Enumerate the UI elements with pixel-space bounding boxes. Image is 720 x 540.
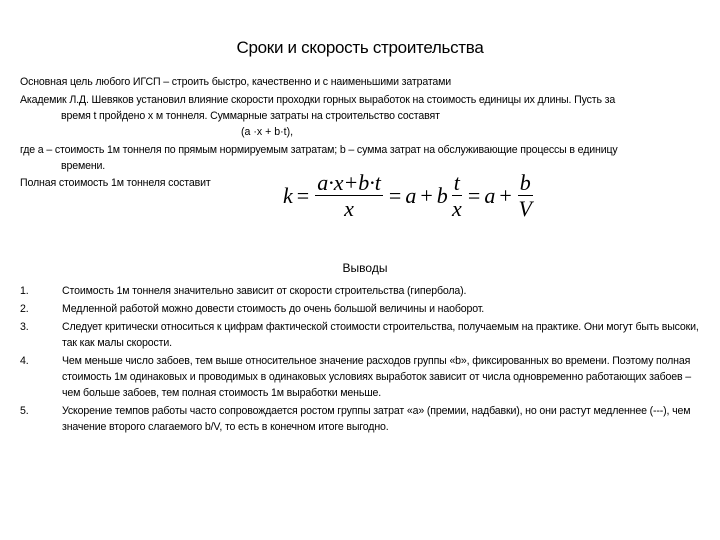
list-item	[20, 319, 700, 351]
list-item-number: 2.	[20, 303, 29, 315]
list-item-text: Медленной работой можно довести стоимость до очень большой величины и наоборот.	[62, 303, 485, 315]
paragraph-goal: Основная цель любого ИГСП – строить быстро, качественно и с наименьшими затратами	[20, 76, 452, 88]
list-item-number: 1.	[20, 285, 29, 297]
fraction-numerator: a·x+b·t	[317, 170, 381, 195]
fraction-denominator: V	[518, 196, 532, 221]
paragraph-shevyakov-cont: время t пройдено x м тоннеля. Суммарные затраты на строительство составят	[61, 110, 440, 122]
formula-fraction-2	[452, 170, 462, 221]
paragraph-definitions: где a – стоимость 1м тоннеля по прямым нормируемым затратам; b – сумма затрат на обслуживающие процессы в единицу	[20, 144, 618, 156]
formula-equals: =	[296, 182, 310, 208]
list-item	[20, 353, 700, 401]
paragraph-shevyakov: Академик Л.Д. Шевяков установил влияние скорости проходки горных выработок на стоимость единицы их длины. Пусть за	[20, 94, 616, 106]
formula-equals: =	[467, 182, 481, 208]
list-item-number: 3.	[20, 321, 29, 333]
formula-b: b	[436, 182, 448, 208]
cost-formula	[283, 170, 535, 221]
conclusions-heading: Выводы	[342, 261, 388, 275]
formula-a: a	[484, 182, 496, 208]
formula-lhs: k	[283, 182, 293, 208]
fraction-denominator: x	[344, 196, 354, 221]
list-item-text: Чем меньше число забоев, тем выше относительное значение расходов группы «b», фиксированных во времени. Поэтому полная стоимость 1м одинаковых и проводимых в одинаковых условиях выработок зависит от числа одновременно работающих забоев – чем больше забоев, тем полная стоимость 1м выработки меньше.	[62, 355, 692, 399]
list-item-text: Следует критически относиться к цифрам фактической стоимости строительства, получаемым на практике. Они могут быть высоки, так как малы скорости.	[62, 321, 699, 349]
conclusions-list	[20, 283, 700, 435]
page-title: Сроки и скорость строительства	[236, 38, 484, 57]
list-item-number: 5.	[20, 405, 29, 417]
list-item	[20, 403, 700, 435]
fraction-numerator: b	[519, 170, 531, 195]
cost-expression: (a ·x + b·t),	[241, 126, 294, 138]
list-item-number: 4.	[20, 355, 29, 367]
list-item-text: Стоимость 1м тоннеля значительно зависит от скорости строительства (гипербола).	[62, 285, 467, 297]
paragraph-total-cost: Полная стоимость 1м тоннеля составит	[20, 177, 211, 189]
fraction-denominator: x	[451, 196, 462, 221]
list-item	[20, 283, 700, 299]
formula-fraction-1	[315, 170, 383, 221]
fraction-numerator: t	[453, 170, 460, 195]
formula-a: a	[405, 182, 417, 208]
formula-fraction-3	[518, 170, 533, 221]
list-item	[20, 301, 700, 317]
formula-equals: =	[388, 182, 402, 208]
list-item-text: Ускорение темпов работы часто сопровождается ростом группы затрат «a» (премии, надбавки), но они растут медленнее (---), чем значение второго слагаемого b/V, то есть в конечном итоге выгодно.	[62, 405, 691, 433]
formula-plus: +	[420, 182, 433, 208]
formula-plus: +	[499, 182, 512, 208]
paragraph-definitions-cont: времени.	[61, 160, 106, 172]
